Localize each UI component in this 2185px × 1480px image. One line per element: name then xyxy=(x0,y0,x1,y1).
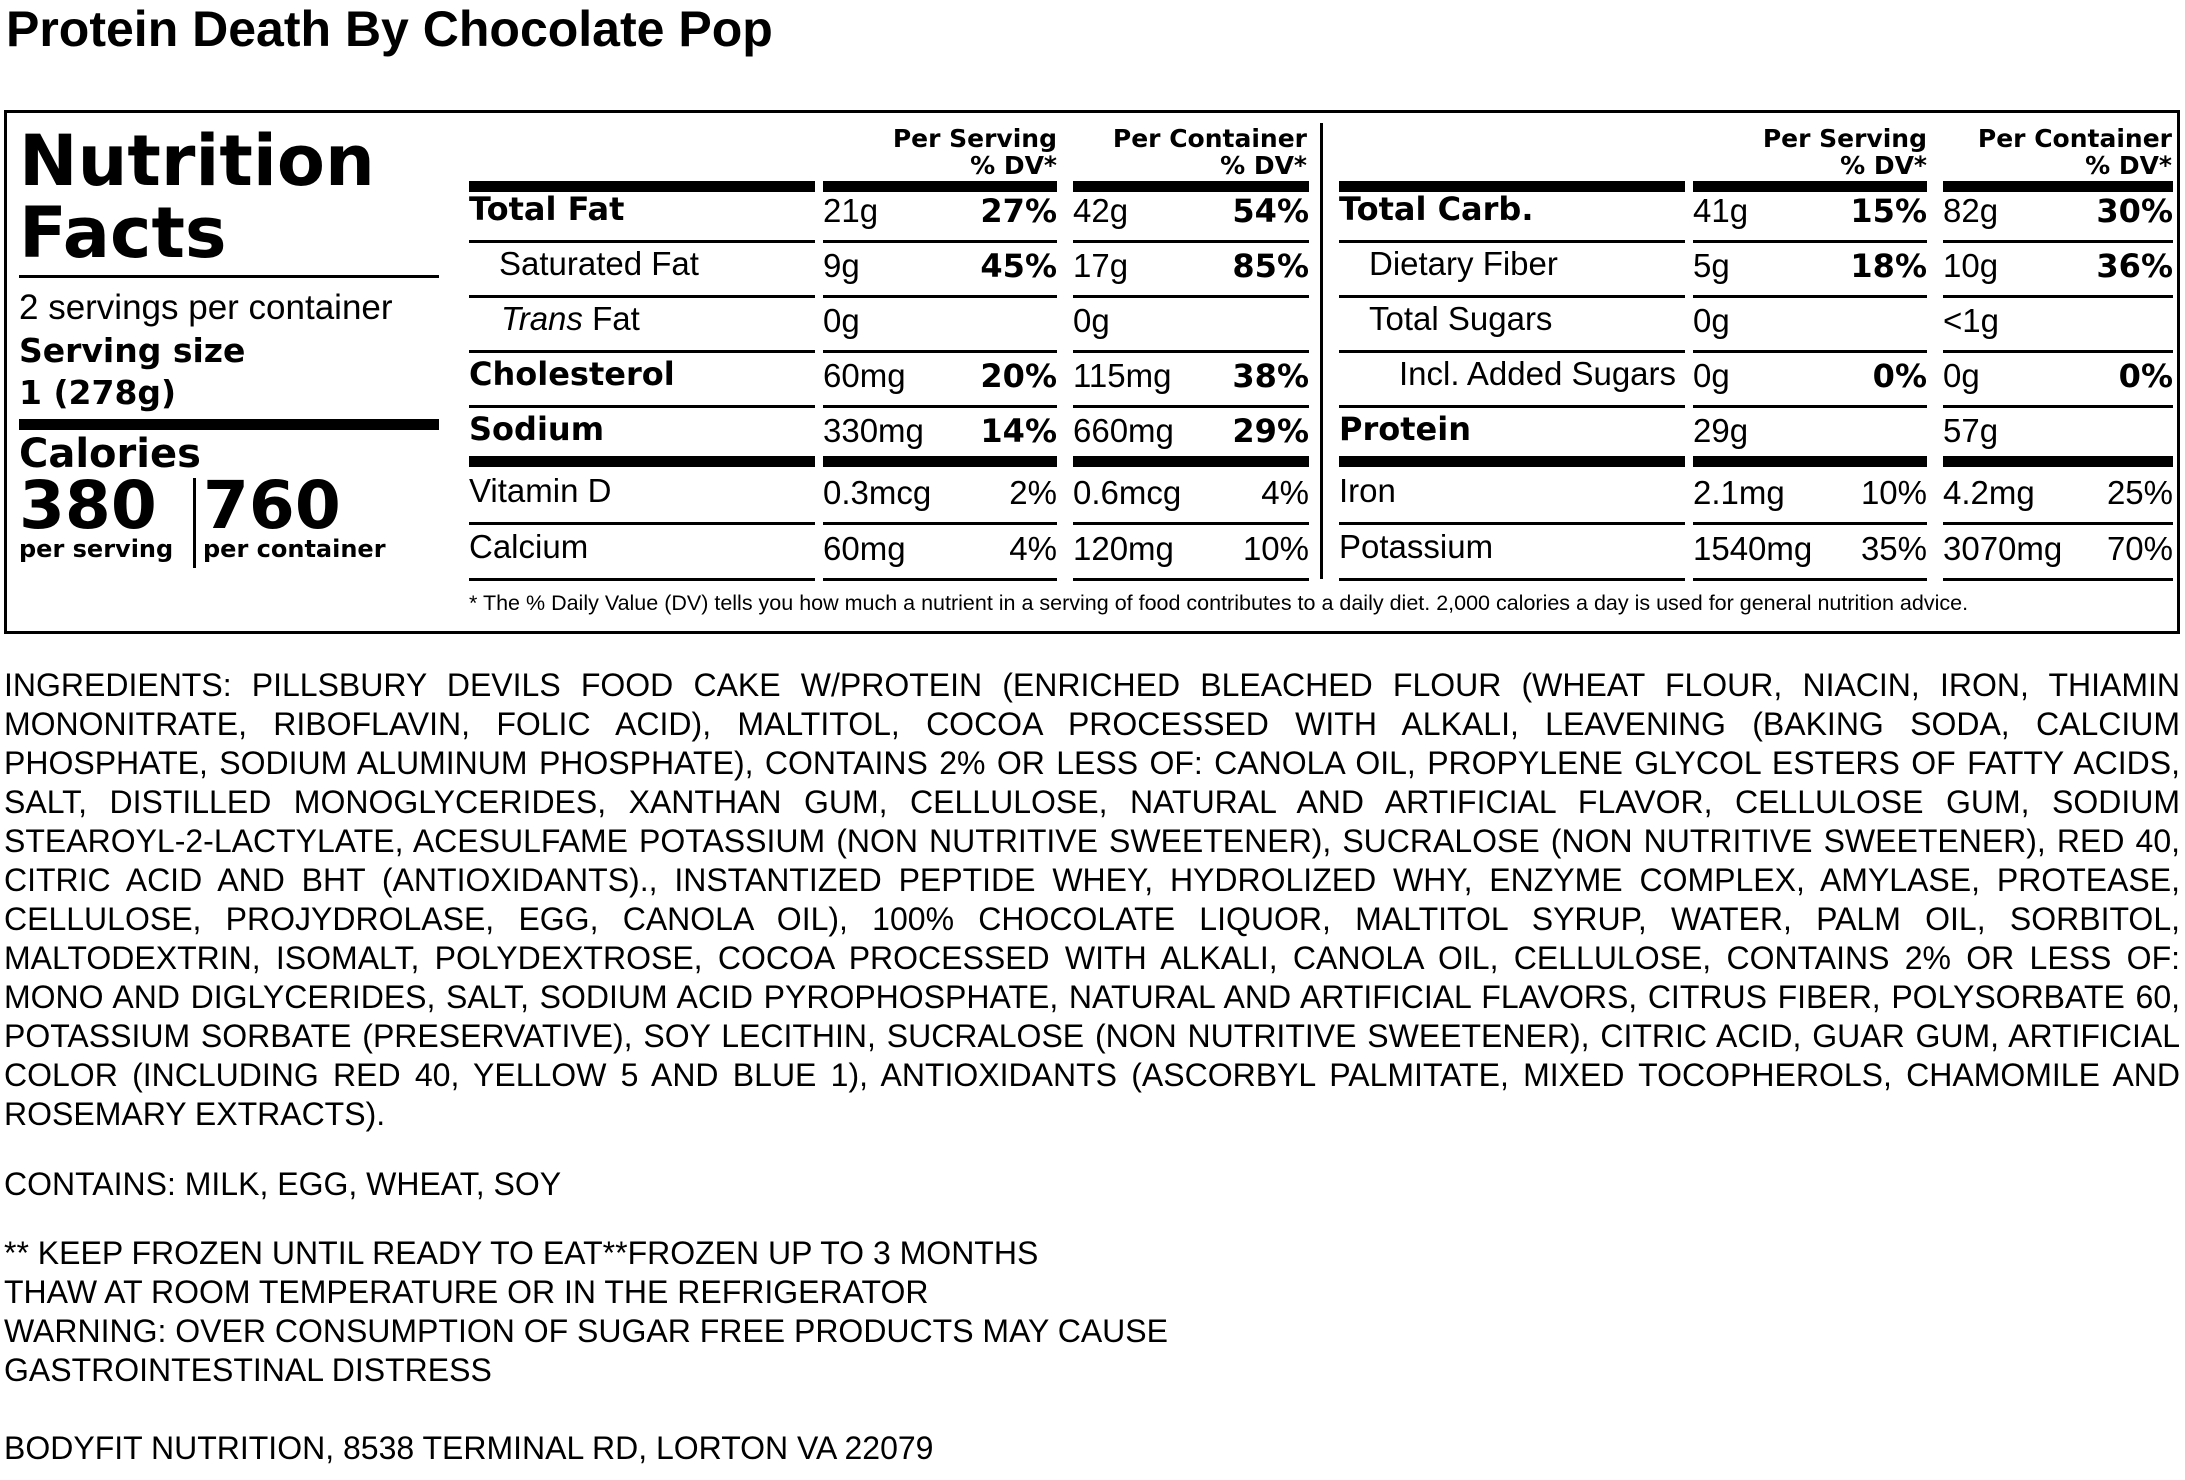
row-separator xyxy=(1339,578,1685,581)
per-container-label: per container xyxy=(203,535,386,563)
container-amount: <1g xyxy=(1943,302,1999,339)
nutrient-name: Sodium xyxy=(469,410,605,448)
ingredients-text: INGREDIENTS: PILLSBURY DEVILS FOOD CAKE W/PROTEIN (ENRICHED BLEACHED FLOUR (WHEAT FLOUR, NIACIN, IRON, THIAMIN MONONITRATE, RIBOFLAVIN, FOLIC ACID), MALTITOL, COCOA PROCESSED WITH ALKALI, LEAVENING (BAKING SODA, CALCIUM PHOSPHATE, SODIUM ALUMINUM PHOSPHATE), CONTAINS 2% OR LESS OF: CANOLA OIL, PROPYLENE GLYCOL ESTERS OF FATTY ACIDS, SALT, DISTILLED MONOGLYCERIDES, XANTHAN GUM, CELLULOSE, NATURAL AND ARTIFICIAL FLAVOR, CELLULOSE GUM, SODIUM STEAROYL-2-LACTYLATE, ACESULFAME POTASSIUM (NON NUTRITIVE SWEETENER), SUCRALOSE (NON NUTRITIVE SWEETENER), RED 40, CITRIC ACID AND BHT (ANTIOXIDANTS)., INSTANTIZED PEPTIDE WHEY, HYDROLIZED WHY, ENZYME COMPLEX, AMYLASE, PROTEASE, CELLULOSE, PROJYDROLASE, EGG, CANOLA OIL), 100% CHOCOLATE LIQUOR, MALTITOL SYRUP, WATER, PALM OIL, SORBITOL, MALTODEXTRIN, ISOMALT, POLYDEXTROSE, COCOA PROCESSED WITH ALKALI, CANOLA OIL, CELLULOSE, CONTAINS 2% OR LESS OF: MONO AND DIGLYCERIDES, SALT, SODIUM ACID PYROPHOSPHATE, NATURAL AND ARTIFICIAL FLAVORS, CITRUS FIBER, POLYSORBATE 60, POTASSIUM SORBATE (PRESERVATIVE), SOY LECITHIN, SUCRALOSE (NON NUTRITIVE SWEETENER), CITRIC ACID, GUAR GUM, ARTIFICIAL COLOR (INCLUDING RED 40, YELLOW 5 AND BLUE 1), ANTIOXIDANTS (ASCORBYL PALMITATE, MIXED TOCOPHEROLS, CHAMOMILE AND ROSEMARY EXTRACTS). xyxy=(4,667,2180,1132)
row-separator xyxy=(1073,578,1309,581)
row-separator xyxy=(1073,295,1309,298)
serving-dv: 2% xyxy=(1009,474,1057,511)
container-dv: 30% xyxy=(2096,192,2173,230)
serving-amount: 29g xyxy=(1693,412,1749,449)
row-separator xyxy=(1943,578,2173,581)
header-per-serving-text: Per Serving xyxy=(892,124,1057,153)
header-per-serving-left xyxy=(827,125,1057,179)
row-thick-separator xyxy=(1073,456,1309,467)
serving-dv: 4% xyxy=(1009,530,1057,567)
container-dv: 0% xyxy=(2118,357,2173,395)
calories-label: Calories xyxy=(19,431,201,477)
row-separator xyxy=(1073,240,1309,243)
row-separator xyxy=(469,522,815,525)
container-dv: 36% xyxy=(2096,247,2173,285)
container-amount: 0g xyxy=(1073,302,1110,339)
serving-amount: 1540mg xyxy=(1693,530,1813,567)
nutrient-name: Saturated Fat xyxy=(499,245,699,282)
container-dv: 29% xyxy=(1232,412,1309,450)
row-separator xyxy=(1339,405,1685,408)
container-dv: 10% xyxy=(1242,530,1309,567)
row-separator xyxy=(1943,350,2173,353)
container-amount: 660mg xyxy=(1073,412,1174,449)
row-separator xyxy=(1693,522,1927,525)
heading-line-1: Nutrition xyxy=(19,120,375,202)
container-dv: 25% xyxy=(2106,474,2173,511)
row-separator xyxy=(1693,405,1927,408)
nutrient-name: Cholesterol xyxy=(469,355,675,393)
container-dv: 38% xyxy=(1232,357,1309,395)
header-dv-text: % DV* xyxy=(970,151,1057,180)
header-per-container-text: Per Container xyxy=(1112,124,1307,153)
serving-dv: 18% xyxy=(1850,247,1927,285)
container-amount: 82g xyxy=(1943,192,1999,229)
calories-divider xyxy=(193,478,196,568)
container-amount: 57g xyxy=(1943,412,1999,449)
serving-amount: 9g xyxy=(823,247,860,284)
warning-line: GASTROINTESTINAL DISTRESS xyxy=(4,1352,492,1388)
serving-amount: 0g xyxy=(1693,302,1730,339)
container-dv: 4% xyxy=(1261,474,1309,511)
serving-dv: 0% xyxy=(1872,357,1927,395)
nutrient-name: Potassium xyxy=(1339,528,1494,565)
container-dv: 85% xyxy=(1232,247,1309,285)
thick-divider xyxy=(19,419,439,430)
row-thick-separator xyxy=(1693,456,1927,467)
row-separator xyxy=(1943,295,2173,298)
row-separator xyxy=(1943,405,2173,408)
serving-amount: 41g xyxy=(1693,192,1749,229)
row-separator xyxy=(1339,350,1685,353)
nutrient-name: Total Fat xyxy=(469,190,625,228)
serving-size-label: Serving size xyxy=(19,331,246,370)
row-separator xyxy=(1693,578,1927,581)
container-amount: 0.6mcg xyxy=(1073,474,1182,511)
header-per-container-text: Per Container xyxy=(1977,124,2172,153)
nutrient-name: Calcium xyxy=(469,528,589,565)
storage-line: THAW AT ROOM TEMPERATURE OR IN THE REFRIGERATOR xyxy=(4,1274,929,1310)
serving-dv: 45% xyxy=(980,247,1057,285)
calories-per-serving: 380 xyxy=(19,467,157,544)
row-separator xyxy=(1943,522,2173,525)
per-serving-label: per serving xyxy=(19,535,174,563)
nutrient-name xyxy=(501,299,640,339)
container-amount: 115mg xyxy=(1073,357,1172,394)
row-separator xyxy=(823,240,1057,243)
header-dv-text: % DV* xyxy=(1840,151,1927,180)
nutrient-name: Total Sugars xyxy=(1369,300,1553,337)
row-separator xyxy=(1693,240,1927,243)
row-separator xyxy=(1693,295,1927,298)
row-separator xyxy=(469,350,815,353)
warning-line: WARNING: OVER CONSUMPTION OF SUGAR FREE PRODUCTS MAY CAUSE xyxy=(4,1313,1168,1349)
row-thick-separator xyxy=(469,456,815,467)
header-dv-text: % DV* xyxy=(1220,151,1307,180)
row-separator xyxy=(1073,405,1309,408)
header-dv-text: % DV* xyxy=(2085,151,2172,180)
container-amount: 10g xyxy=(1943,247,1999,284)
serving-amount: 2.1mg xyxy=(1693,474,1785,511)
container-amount: 3070mg xyxy=(1943,530,2063,567)
header-per-serving-right xyxy=(1697,125,1927,179)
serving-dv: 14% xyxy=(980,412,1057,450)
serving-amount: 60mg xyxy=(823,530,906,567)
servings-per-container: 2 servings per container xyxy=(19,288,393,327)
serving-dv: 10% xyxy=(1860,474,1927,511)
container-amount: 0g xyxy=(1943,357,1980,394)
row-separator xyxy=(469,578,815,581)
serving-dv: 35% xyxy=(1860,530,1927,567)
container-amount: 17g xyxy=(1073,247,1129,284)
row-separator xyxy=(469,295,815,298)
table-divider xyxy=(1320,123,1323,579)
serving-amount: 5g xyxy=(1693,247,1730,284)
serving-size-value: 1 (278g) xyxy=(19,373,177,412)
product-title: Protein Death By Chocolate Pop xyxy=(6,1,773,57)
serving-dv: 27% xyxy=(980,192,1057,230)
container-amount: 42g xyxy=(1073,192,1129,229)
row-separator xyxy=(1073,350,1309,353)
divider xyxy=(19,275,439,278)
daily-value-footnote: * The % Daily Value (DV) tells you how much a nutrient in a serving of food contributes to a daily diet. 2,000 calories a day is used for general nutrition advice. xyxy=(469,591,1969,615)
heading-line-2: Facts xyxy=(19,192,227,274)
row-thick-separator xyxy=(1943,456,2173,467)
container-dv: 54% xyxy=(1232,192,1309,230)
serving-dv: 20% xyxy=(980,357,1057,395)
storage-line: ** KEEP FROZEN UNTIL READY TO EAT**FROZEN UP TO 3 MONTHS xyxy=(4,1235,1039,1271)
serving-amount: 60mg xyxy=(823,357,906,394)
allergen-statement: CONTAINS: MILK, EGG, WHEAT, SOY xyxy=(4,1166,562,1202)
row-thick-separator xyxy=(1339,456,1685,467)
serving-amount: 21g xyxy=(823,192,879,229)
row-separator xyxy=(469,240,815,243)
serving-amount: 0g xyxy=(1693,357,1730,394)
row-separator xyxy=(823,350,1057,353)
nutrient-name: Total Carb. xyxy=(1339,190,1534,228)
row-separator xyxy=(1339,295,1685,298)
header-per-serving-text: Per Serving xyxy=(1762,124,1927,153)
nutrition-facts-heading xyxy=(19,120,375,274)
row-separator xyxy=(823,295,1057,298)
nutrient-name-rest: Fat xyxy=(582,300,640,337)
serving-dv: 15% xyxy=(1850,192,1927,230)
row-separator xyxy=(1073,522,1309,525)
nutrient-name: Vitamin D xyxy=(469,472,612,509)
row-separator xyxy=(469,405,815,408)
row-separator xyxy=(1943,240,2173,243)
nutrient-name-italic: Trans xyxy=(501,300,583,337)
row-separator xyxy=(823,405,1057,408)
row-separator xyxy=(823,522,1057,525)
manufacturer-address: BODYFIT NUTRITION, 8538 TERMINAL RD, LORTON VA 22079 xyxy=(4,1430,934,1466)
nutrient-name: Protein xyxy=(1339,410,1471,448)
row-separator xyxy=(823,578,1057,581)
calories-per-container: 760 xyxy=(203,467,341,544)
nutrient-name: Dietary Fiber xyxy=(1369,245,1558,282)
container-amount: 120mg xyxy=(1073,530,1174,567)
header-per-container-right xyxy=(1947,125,2172,179)
header-per-container-left xyxy=(1077,125,1307,179)
nutrient-name: Iron xyxy=(1339,472,1396,509)
row-separator xyxy=(1339,240,1685,243)
nutrition-facts-label xyxy=(4,110,2180,634)
serving-amount: 330mg xyxy=(823,412,924,449)
nutrient-name: Incl. Added Sugars xyxy=(1399,355,1677,392)
container-dv: 70% xyxy=(2106,530,2173,567)
serving-amount: 0.3mcg xyxy=(823,474,932,511)
serving-amount: 0g xyxy=(823,302,860,339)
row-separator xyxy=(1693,350,1927,353)
row-separator xyxy=(1339,522,1685,525)
row-thick-separator xyxy=(823,456,1057,467)
container-amount: 4.2mg xyxy=(1943,474,2035,511)
